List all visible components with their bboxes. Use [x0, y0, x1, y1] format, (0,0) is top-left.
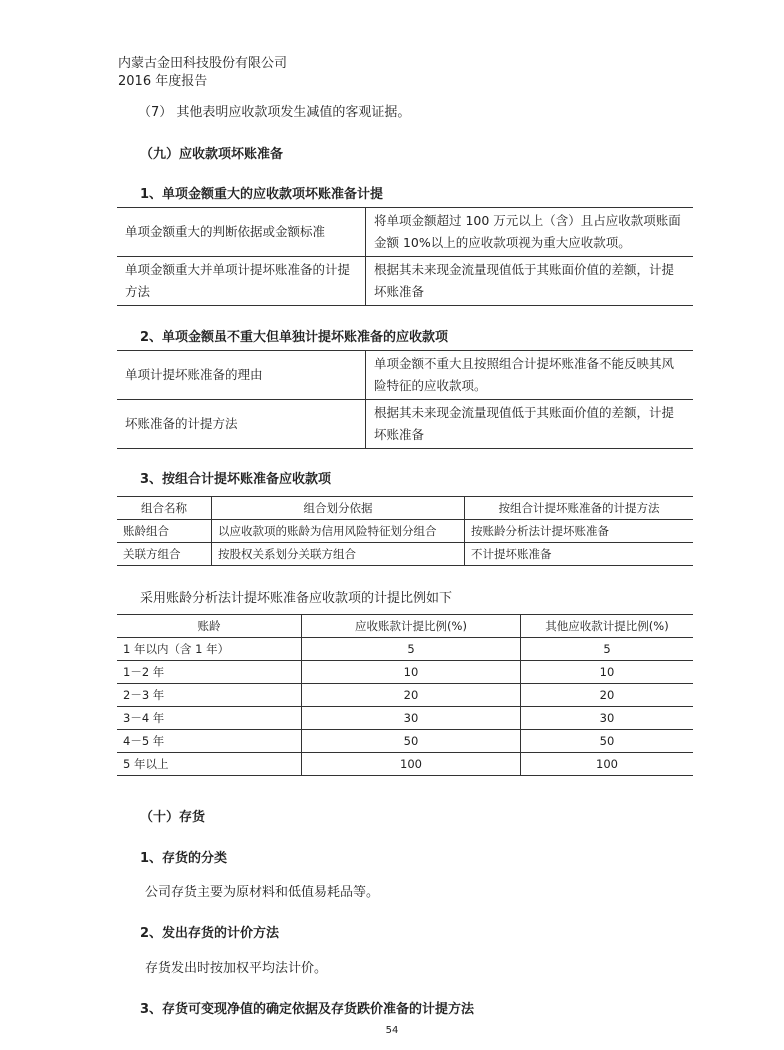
- column-header: 其他应收款计提比例(%): [521, 615, 694, 638]
- table-header-row: [117, 497, 693, 520]
- subsection-1-title: 1、单项金额重大的应收款项坏账准备计提: [140, 187, 384, 202]
- row-value: 根据其未来现金流量现值低于其账面价值的差额，计提坏账准备: [366, 400, 694, 449]
- table-cell: 不计提坏账准备: [465, 543, 694, 566]
- row-value: 单项金额不重大且按照组合计提坏账准备不能反映其风险特征的应收款项。: [366, 351, 694, 400]
- column-header: 账龄: [117, 615, 302, 638]
- inventory-valuation-title: 2、发出存货的计价方法: [140, 926, 280, 941]
- aging-note: 采用账龄分析法计提坏账准备应收款项的计提比例如下: [140, 591, 453, 606]
- table-row: [117, 753, 693, 776]
- table-header-row: [117, 615, 693, 638]
- column-header: 组合划分依据: [212, 497, 465, 520]
- column-header: 组合名称: [117, 497, 212, 520]
- table-row: [117, 400, 693, 449]
- header-report-year: 2016 年度报告: [118, 74, 208, 89]
- inventory-classification-title: 1、存货的分类: [140, 851, 228, 866]
- portfolio-provision-table: [117, 496, 693, 566]
- row-label: 单项计提坏账准备的理由: [117, 351, 366, 400]
- table-cell: 1 年以内（含 1 年）: [117, 638, 302, 661]
- table-cell: 50: [521, 730, 694, 753]
- table-row: [117, 638, 693, 661]
- table-row: [117, 707, 693, 730]
- table-cell: 5 年以上: [117, 753, 302, 776]
- table-cell: 50: [302, 730, 521, 753]
- table-row: [117, 661, 693, 684]
- row-value: 将单项金额超过 100 万元以上（含）且占应收款项账面金额 10%以上的应收款项视为重大应收款项。: [366, 208, 694, 257]
- column-header: 按组合计提坏账准备的计提方法: [465, 497, 694, 520]
- row-label: 坏账准备的计提方法: [117, 400, 366, 449]
- header-company: 内蒙古金田科技股份有限公司: [118, 56, 288, 71]
- table-cell: 3－4 年: [117, 707, 302, 730]
- table-cell: 20: [521, 684, 694, 707]
- table-cell: 按账龄分析法计提坏账准备: [465, 520, 694, 543]
- table-row: [117, 684, 693, 707]
- table-row: [117, 543, 693, 566]
- inventory-nrv-title: 3、存货可变现净值的确定依据及存货跌价准备的计提方法: [140, 1002, 475, 1017]
- table-cell: 1－2 年: [117, 661, 302, 684]
- table-cell: 账龄组合: [117, 520, 212, 543]
- table-cell: 30: [521, 707, 694, 730]
- significant-receivables-table: [117, 207, 693, 306]
- individual-provision-table: [117, 350, 693, 449]
- row-value: 根据其未来现金流量现值低于其账面价值的差额，计提坏账准备: [366, 257, 694, 306]
- aging-ratio-table: [117, 614, 693, 776]
- table-row: [117, 520, 693, 543]
- table-cell: 5: [302, 638, 521, 661]
- table-cell: 2－3 年: [117, 684, 302, 707]
- table-cell: 5: [521, 638, 694, 661]
- table-row: [117, 257, 693, 306]
- table-row: [117, 351, 693, 400]
- section-9-title: （九）应收款项坏账准备: [140, 147, 284, 162]
- page-number: 54: [385, 1025, 399, 1036]
- table-row: [117, 730, 693, 753]
- table-cell: 30: [302, 707, 521, 730]
- inventory-valuation-text: 存货发出时按加权平均法计价。: [145, 961, 328, 976]
- table-cell: 100: [521, 753, 694, 776]
- item-7-text: （7） 其他表明应收款项发生减值的客观证据。: [138, 105, 411, 120]
- subsection-2-title: 2、单项金额虽不重大但单独计提坏账准备的应收款项: [140, 330, 449, 345]
- table-cell: 4－5 年: [117, 730, 302, 753]
- table-row: [117, 208, 693, 257]
- table-cell: 按股权关系划分关联方组合: [212, 543, 465, 566]
- table-cell: 10: [521, 661, 694, 684]
- subsection-3-title: 3、按组合计提坏账准备应收款项: [140, 472, 332, 487]
- table-cell: 100: [302, 753, 521, 776]
- column-header: 应收账款计提比例(%): [302, 615, 521, 638]
- table-cell: 20: [302, 684, 521, 707]
- table-cell: 以应收款项的账龄为信用风险特征划分组合: [212, 520, 465, 543]
- table-cell: 10: [302, 661, 521, 684]
- row-label: 单项金额重大并单项计提坏账准备的计提方法: [117, 257, 366, 306]
- table-cell: 关联方组合: [117, 543, 212, 566]
- row-label: 单项金额重大的判断依据或金额标准: [117, 208, 366, 257]
- section-10-title: （十）存货: [140, 810, 206, 825]
- inventory-classification-text: 公司存货主要为原材料和低值易耗品等。: [145, 885, 380, 900]
